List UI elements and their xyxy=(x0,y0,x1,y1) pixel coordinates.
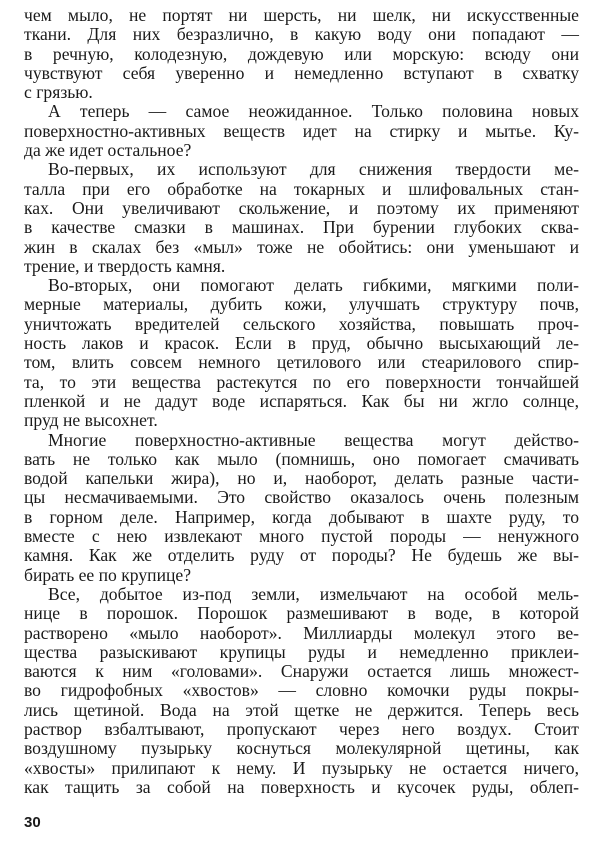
text-line: пруд не высохнет. xyxy=(24,410,158,431)
text-line: ваются к ним «головами». Снаружи остается лишь множест- xyxy=(24,661,579,682)
text-line: в речную, колодезную, дождевую или морскую: всюду они xyxy=(24,43,579,64)
text-line: лись щетиной. Вода на этой щетке не держится. Теперь весь xyxy=(24,699,579,720)
text-line: нице в порошок. Порошок размешивают в воде, в которой xyxy=(24,603,579,624)
text-line: поверхностно-активных веществ идет на стирку и мытье. Ку- xyxy=(24,120,579,141)
text-line: жин в скалах без «мыл» тоже не обойтись: они уменьшают и xyxy=(24,236,579,257)
text-line: в качестве смазки в машинах. При бурении глубоких сква- xyxy=(24,217,579,238)
text-line: уничтожать вредителей сельского хозяйства, повышать проч- xyxy=(24,313,579,334)
text-line: «хвосты» прилипают к нему. И пузырьку не остается ничего, xyxy=(24,757,579,778)
text-line: водой капельки жира), но и, наоборот, делать разные части- xyxy=(24,468,579,489)
text-line: с грязью. xyxy=(24,82,93,103)
text-line: ность лаков и красок. Если в пруд, обычно высыхающий ле- xyxy=(24,333,579,354)
text-line: ткани. Для них безразлично, в какую воду они попадают — xyxy=(24,24,579,45)
text-line: вать не только как мыло (помнишь, оно помогает смачивать xyxy=(24,448,579,469)
text-line: бирать ее по крупице? xyxy=(24,564,192,585)
text-line: как тащить за собой на поверхность и кусочек руды, облеп- xyxy=(24,776,579,797)
text-line: в горном деле. Например, когда добывают в шахте руду, то xyxy=(24,506,579,527)
text-line: цы несмачиваемыми. Это свойство оказалось очень полезным xyxy=(24,487,579,508)
text-line: Во-вторых, они помогают делать гибкими, мягкими поли- xyxy=(48,275,579,296)
text-line: Многие поверхностно-активные вещества могут действо- xyxy=(48,429,579,450)
text-line: Все, добытое из-под земли, измельчают на особой мель- xyxy=(48,583,579,604)
text-line: том, влить совсем немного цетилового или стеарилового спир- xyxy=(24,352,579,373)
text-line: во гидрофобных «хвостов» — словно комочки руды покры- xyxy=(24,680,579,701)
page-body xyxy=(24,6,579,797)
text-line: чем мыло, не портят ни шерсть, ни шелк, ни искусственные xyxy=(24,5,579,25)
text-line: вместе с нею извлекают много пустой породы — ненужного xyxy=(24,526,579,547)
text-line: талла при его обработке на токарных и шлифовальных стан- xyxy=(24,178,579,199)
text-line: Во-первых, их используют для снижения твердости ме- xyxy=(48,159,579,180)
text-line: щества разыскивают крупицы руды и немедленно приклеи- xyxy=(24,641,579,662)
text-line: чувствуют себя уверенно и немедленно вступают в схватку xyxy=(24,62,579,83)
text-line: А теперь — самое неожиданное. Только половина новых xyxy=(48,101,579,122)
text-line: раствор взбалтывают, пропускают через него воздух. Стоит xyxy=(24,718,579,739)
text-line: растворено «мыло наоборот». Миллиарды молекул этого ве- xyxy=(24,622,579,643)
text-line: ках. Они увеличивают скольжение, и поэтому их применяют xyxy=(24,197,579,218)
page-number: 30 xyxy=(24,814,41,831)
text-line: камня. Как же отделить руду от породы? Не будешь же вы- xyxy=(24,545,579,566)
text-line: мерные материалы, дубить кожи, улучшать структуру почв, xyxy=(24,294,579,315)
text-line: да же идет остальное? xyxy=(24,140,192,161)
text-line: пленкой и не дадут воде испаряться. Как бы ни жгло солнце, xyxy=(24,390,579,411)
text-line: воздушному пузырьку коснуться молекулярной щетины, как xyxy=(24,738,579,759)
text-line: та, то эти вещества растекутся по его поверхности тончайшей xyxy=(24,371,579,392)
text-line: трение, и твердость камня. xyxy=(24,255,226,276)
